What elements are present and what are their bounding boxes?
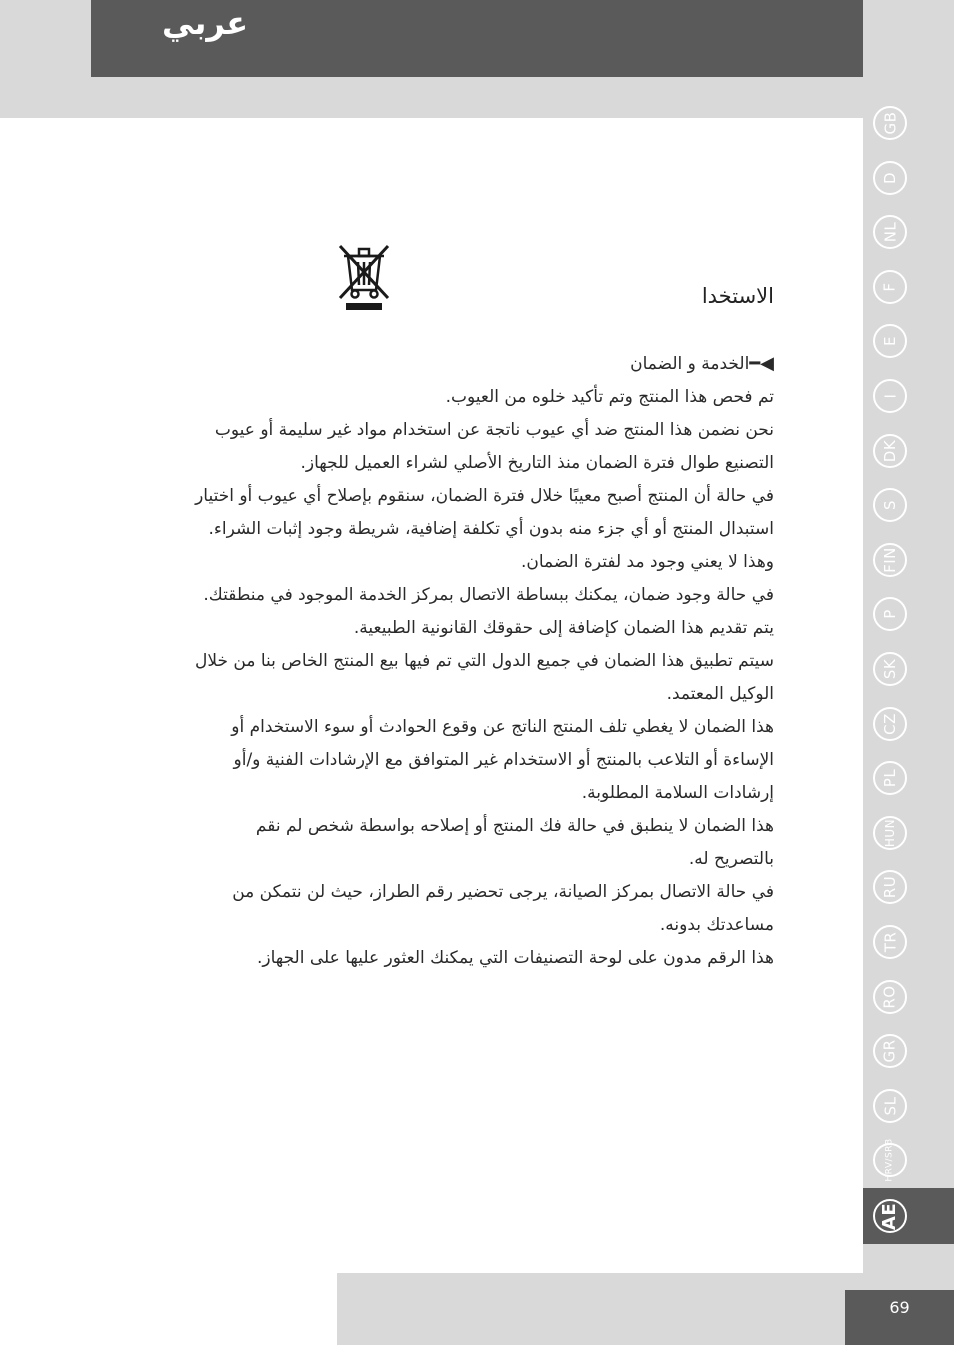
lang-tab-dk[interactable]: DK xyxy=(873,434,907,468)
page-number-box xyxy=(845,1290,954,1345)
lang-tab-pl[interactable]: PL xyxy=(873,761,907,795)
lang-tab-nl[interactable]: NL xyxy=(873,215,907,249)
paragraph: يتم تقديم هذا الضمان كإضافة إلى حقوقك القانونية الطبيعية. xyxy=(353,618,774,638)
lang-tab-fin[interactable]: FIN xyxy=(873,543,907,577)
section-heading: الاستخدا xyxy=(701,284,774,308)
lang-tab-ru[interactable]: RU xyxy=(873,870,907,904)
lang-tab-ro[interactable]: RO xyxy=(873,980,907,1014)
footer-strip xyxy=(0,1273,337,1345)
warranty-text xyxy=(194,347,774,975)
paragraph: وهذا لا يعني وجود مد لفترة الضمان. xyxy=(520,552,774,572)
lang-tab-hun[interactable]: HUN xyxy=(873,816,907,850)
crossed-out-bin-icon xyxy=(334,240,394,312)
lang-tab-gb[interactable]: GB xyxy=(873,106,907,140)
paragraph: هذا الضمان لا يغطي تلف المنتج الناتج عن وقوع الحوادث أو سوء الاستخدام أو الإساءة أو التلاعب بالمنتج أو الاستخدام غير المتوافق مع الإرشادات الفنية و/أو إرشادات السلامة المطلوبة. xyxy=(231,717,774,803)
lang-tab-d[interactable]: D xyxy=(873,161,907,195)
subheading-row xyxy=(194,347,774,381)
paragraph: في حالة أن المنتج أصبح معيبًا خلال فترة الضمان، سنقوم بإصلاح أي عيوب أو اختيار استبدال المنتج أو أي جزء منه بدون أي تكلفة إضافية، شريطة وجود إثبات الشراء. xyxy=(195,486,774,539)
page-number: 69 xyxy=(889,1298,910,1317)
active-language-tab[interactable] xyxy=(863,1188,954,1244)
lang-tab-sk[interactable]: SK xyxy=(873,652,907,686)
lang-tab-f[interactable]: F xyxy=(873,270,907,304)
page-title: عربي xyxy=(162,4,249,42)
paragraph: نحن نضمن هذا المنتج ضد أي عيوب ناتجة عن استخدام مواد غير سليمة أو عيوب التصنيع طوال فترة الضمان منذ التاريخ الأصلي لشراء العميل للجهاز. xyxy=(214,420,774,473)
lang-tab-i[interactable]: I xyxy=(873,379,907,413)
lang-tab-ae[interactable]: AE xyxy=(873,1199,907,1233)
paragraph: تم فحص هذا المنتج وتم تأكيد خلوه من العيوب. xyxy=(445,387,774,407)
lang-tab-gr[interactable]: GR xyxy=(873,1034,907,1068)
paragraph: هذا الضمان لا ينطبق في حالة فك المنتج أو إصلاحه بواسطة شخص لم نقم بالتصريح له. xyxy=(255,816,774,869)
lang-tab-tr[interactable]: TR xyxy=(873,925,907,959)
lang-tab-e[interactable]: E xyxy=(873,324,907,358)
paragraph: هذا الرقم مدون على لوحة التصنيفات التي يمكنك العثور عليها على الجهاز. xyxy=(256,948,774,968)
lang-tab-cz[interactable]: CZ xyxy=(873,707,907,741)
subheading: الخدمة و الضمان xyxy=(630,354,750,374)
lang-tab-sl[interactable]: SL xyxy=(873,1089,907,1123)
paragraph: في حالة الاتصال بمركز الصيانة، يرجى تحضير رقم الطراز، حيث لن نتمكن من مساعدتك بدونه. xyxy=(232,882,774,935)
lang-tab-s[interactable]: S xyxy=(873,488,907,522)
paragraph: سيتم تطبيق هذا الضمان في جميع الدول التي تم فيها بيع المنتج الخاص بنا من خلال الوكيل المعتمد. xyxy=(194,651,774,704)
lang-tab-p[interactable]: P xyxy=(873,597,907,631)
lang-tab-hrv-srb[interactable]: HRV/SRB xyxy=(873,1143,907,1177)
arrow-left-icon: ◀━ xyxy=(749,353,774,374)
paragraph: في حالة وجود ضمان، يمكنك ببساطة الاتصال بمركز الخدمة الموجود في منطقتك. xyxy=(203,585,774,605)
